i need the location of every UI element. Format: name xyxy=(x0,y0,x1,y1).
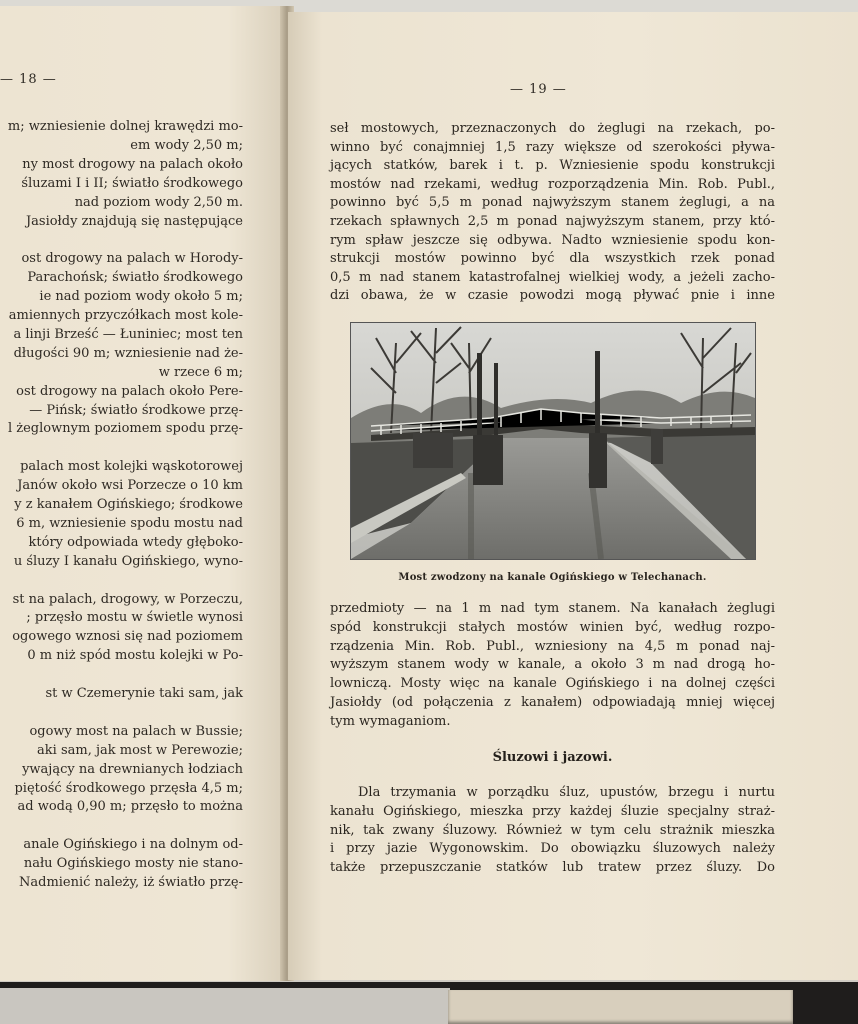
text-line: 6 m, wzniesienie spodu mostu nad xyxy=(16,515,243,531)
text-line: a linji Brześć — Łuniniec; most ten xyxy=(13,326,243,342)
text-line: — Pińsk; światło środkowe przę- xyxy=(29,402,243,418)
text-line: ost drogowy na palach około Pere- xyxy=(16,383,243,399)
text-line: rządzenia Min. Rob. Publ., wzniesiony na 4,5 m ponad naj- xyxy=(330,638,775,654)
text-line: spód konstrukcji stałych mostów winien być, według rozpo- xyxy=(330,619,775,635)
text-line: y z kanałem Ogińskiego; środkowe xyxy=(14,497,243,512)
text-line: rzekach spławnych 2,5 m ponad najwyższym stanem, przy któ- xyxy=(330,214,775,229)
text-line: dzi obawa, że w czasie powodzi mogą pływać pnie i inne xyxy=(330,288,775,304)
photo-caption: Most zwodzony na kanale Ogińskiego w Telechanach. xyxy=(398,572,707,583)
text-line: nik, tak zwany śluzowy. Również w tym celu strażnik mieszka xyxy=(330,822,775,838)
text-line: seł mostowych, przeznaczonych do żeglugi na rzekach, po- xyxy=(330,121,775,136)
loose-paper-edge xyxy=(448,990,793,1024)
text-line: Jasiołdy (od połączenia z kanałem) odpowiadają mniej więcej xyxy=(330,695,775,710)
right-page-number: — 19 — xyxy=(510,82,567,97)
text-line: śluzami I i II; światło środkowego xyxy=(21,175,243,191)
text-line: ogowego wznosi się nad poziomem xyxy=(12,629,243,645)
left-page xyxy=(0,6,285,981)
text-line: ad wodą 0,90 m; przęsło to można xyxy=(17,799,243,815)
text-line: palach most kolejki wąskotorowej xyxy=(20,459,243,475)
text-line: l żeglownym poziomem spodu przę- xyxy=(7,421,243,437)
right-page xyxy=(288,12,858,980)
text-line: ogowy most na palach w Bussie; xyxy=(29,723,243,739)
left-page-number: — 18 — xyxy=(0,72,57,87)
text-line: amiennych przyczółkach most kole- xyxy=(8,308,243,323)
text-line: strukcji mostów powinno być dla wszystkich rzek ponad xyxy=(330,251,775,267)
text-line: 0 m niż spód mostu kolejki w Po- xyxy=(27,648,243,664)
text-line: st w Czemerynie taki sam, jak xyxy=(45,686,243,701)
scanner-bed xyxy=(0,988,450,1024)
text-line: winno być conajmniej 1,5 razy większe od szerokości pływa- xyxy=(330,139,775,155)
text-line: mostów nad rzekami, według rozporządzenia Min. Rob. Publ., xyxy=(330,176,775,192)
section-heading: Śluzowi i jazowi. xyxy=(492,750,613,765)
text-line: nału Ogińskiego mosty nie stano- xyxy=(23,856,243,872)
text-line: Janów około wsi Porzecze o 10 km xyxy=(17,478,243,494)
text-line: długości 90 m; wzniesienie nad że- xyxy=(13,345,243,361)
text-line: ie nad poziom wody około 5 m; xyxy=(39,289,243,305)
canal-bridge-photo xyxy=(350,322,756,560)
text-line: ywający na drewnianych łodziach xyxy=(22,761,243,777)
text-line: powinno być 5,5 m ponad najwyższym stanem żeglugi, a na xyxy=(330,195,775,211)
text-line: m; wzniesienie dolnej krawędzi mo- xyxy=(7,119,243,134)
text-line: u śluzy I kanału Ogińskiego, wyno- xyxy=(13,553,243,569)
text-line: Jasiołdy znajdują się następujące xyxy=(25,213,243,229)
text-line: w rzece 6 m; xyxy=(158,364,243,380)
text-line: anale Ogińskiego i na dolnym od- xyxy=(23,837,243,853)
text-line: wyższym stanem wody w kanale, a około 3 m nad drogą ho- xyxy=(330,657,775,673)
text-line: który odpowiada wtedy głęboko- xyxy=(28,534,243,550)
text-line: ; przęsło mostu w świetle wynosi xyxy=(26,610,243,626)
text-line: aki sam, jak most w Perewozie; xyxy=(37,742,243,758)
text-line: Dla trzymania w porządku śluz, upustów, brzegu i nurtu xyxy=(358,785,775,800)
photo-illustration xyxy=(351,323,755,559)
text-line: ost drogowy na palach w Horody- xyxy=(21,251,243,267)
text-line: przedmioty — na 1 m nad tym stanem. Na kanałach żeglugi xyxy=(330,601,775,616)
text-line: lowniczą. Mosty więc na kanale Ogińskiego i na dolnej części xyxy=(330,676,775,692)
text-line: tym wymaganiom. xyxy=(330,713,451,729)
text-line: ny most drogowy na palach około xyxy=(22,156,243,172)
text-line: także przepuszczanie statków lub tratew przez śluzy. Do xyxy=(330,860,775,876)
text-line: Parachońsk; światło środkowego xyxy=(27,270,243,286)
text-line: 0,5 m nad stanem katastrofalnej wielkiej wody, a jeżeli zacho- xyxy=(330,269,775,285)
text-line: kanału Ogińskiego, mieszka przy każdej śluzie specjalny straż- xyxy=(330,803,775,819)
text-line: i przy jazie Wygonowskim. Do obowiązku śluzowych należy xyxy=(330,841,775,857)
text-line: rym spław jeszcze się odbywa. Nadto wzniesienie spodu kon- xyxy=(330,232,775,248)
text-line: nad poziom wody 2,50 m. xyxy=(74,194,243,210)
text-line: em wody 2,50 m; xyxy=(130,137,243,153)
text-line: jących statków, barek i t. p. Wzniesienie spodu konstrukcji xyxy=(330,158,775,174)
text-line: piętość środkowego przęsła 4,5 m; xyxy=(14,780,243,796)
text-line: Nadmienić należy, iż światło przę- xyxy=(19,875,243,890)
text-line: st na palach, drogowy, w Porzeczu, xyxy=(12,591,243,607)
